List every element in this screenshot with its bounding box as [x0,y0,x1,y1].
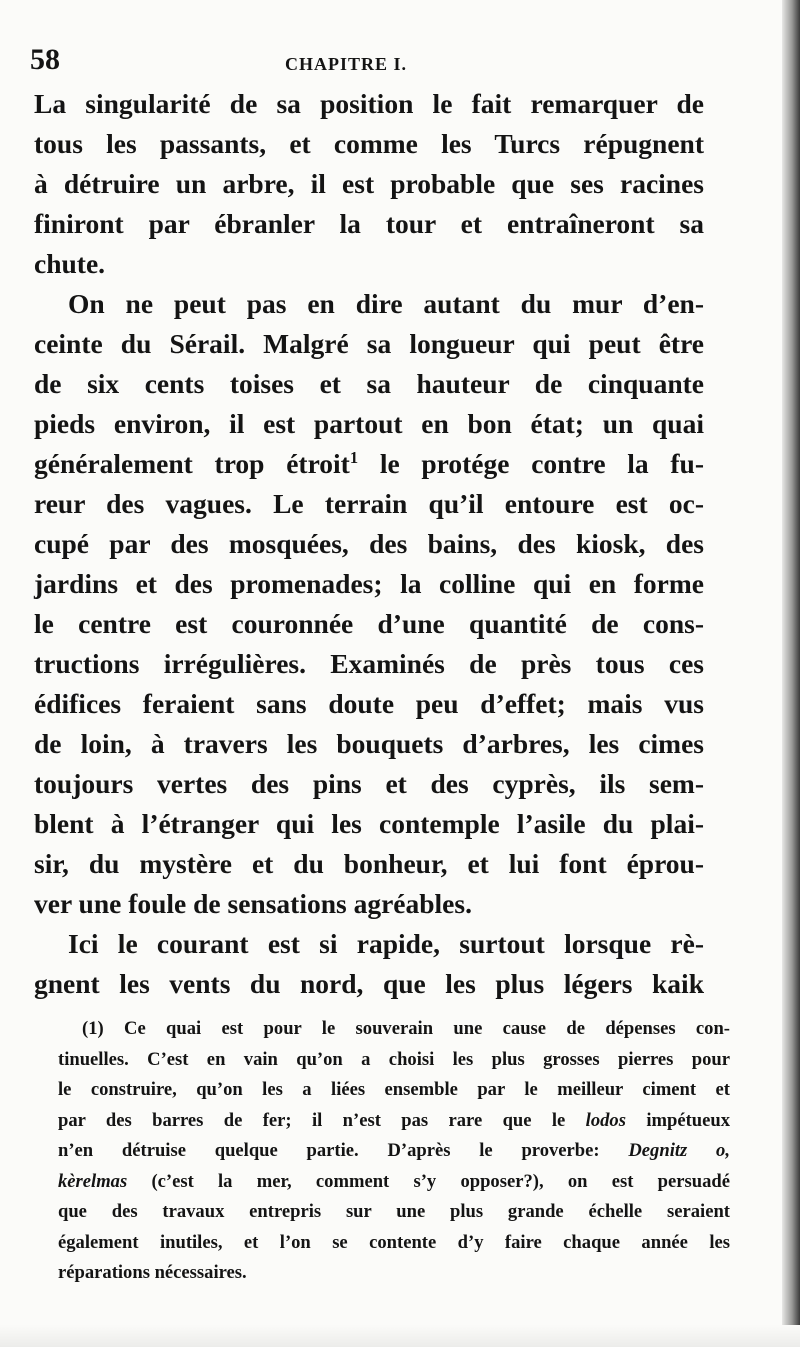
text-line: pieds environ, il est partout en bon état; un quai [34,408,704,439]
text-line: On ne peut pas en dire autant du mur d’en- [68,288,704,319]
text-line: sir, du mystère et du bonheur, et lui font éprou- [34,848,704,879]
footnote-line: que des travaux entrepris sur une plus grande échelle seraient [58,1201,730,1222]
text-line: finiront par ébranler la tour et entraîneront sa [34,208,704,239]
text-line: ver une foule de sensations agréables. [34,888,472,919]
text-line: de loin, à travers les bouquets d’arbres, les cimes [34,728,704,759]
footnote-reference: 1 [349,447,359,467]
page-number: 58 [30,43,60,76]
footnote-line: également inutiles, et l’on se contente d’y faire chaque année les [58,1231,730,1253]
footnote-segment: par des barres de fer; il n’est pas rare que le [58,1109,566,1131]
text-line: toujours vertes des pins et des cyprès, ils sem- [34,768,704,799]
page-edge-shadow [782,0,800,1347]
text-line: édifices feraient sans doute peu d’effet; mais vus [34,688,704,719]
footnote-italic-term: lodos [585,1109,626,1131]
page-bottom-edge [0,1325,800,1347]
footnote-segment: (c’est la mer, comment s’y opposer?), on est persuadé [151,1170,730,1192]
footnote-line [58,1106,730,1137]
footnote-line: réparations nécessaires. [58,1262,247,1283]
footnote-line: tinuelles. C’est en vain qu’on a choisi les plus grosses pierres pour [58,1048,730,1070]
text-line: tructions irrégulières. Examinés de près tous ces [34,648,704,679]
text-line: cupé par des mosquées, des bains, des kiosk, des [34,528,704,559]
text-line: La singularité de sa position le fait remarquer de [34,88,704,119]
text-line: reur des vagues. Le terrain qu’il entoure est oc- [34,488,704,519]
footnote-segment: n’en détruise quelque partie. D’après le proverbe: [58,1140,600,1161]
chapter-title: CHAPITRE I. [285,54,408,74]
text-line: ceinte du Sérail. Malgré sa longueur qui peut être [34,328,704,359]
text-line: tous les passants, et comme les Turcs répugnent [34,128,704,159]
main-text [34,84,704,1004]
footnote-line [58,1136,730,1167]
text-line: de six cents toises et sa hauteur de cinquante [34,368,704,399]
text-line: blent à l’étranger qui les contemple l’asile du plai- [34,808,704,839]
footnote-italic-proverb: kèrelmas [58,1170,128,1192]
text-line-with-footnote-ref [34,444,704,484]
text-segment: le protége contre la fu- [379,448,704,479]
footnote-line: (1) Ce quai est pour le souverain une cause de dépenses con- [82,1018,730,1039]
running-header [30,40,710,80]
text-line: chute. [34,248,106,279]
footnote-line: le construire, qu’on les a liées ensemble par le meilleur ciment et [58,1079,730,1100]
text-line: jardins et des promenades; la colline qui en forme [34,568,704,599]
footnote-italic-proverb: Degnitz o, [628,1140,730,1161]
text-line: à détruire un arbre, il est probable que ses racines [34,168,704,199]
text-line: le centre est couronnée d’une quantité de cons- [34,608,704,639]
text-segment: généralement trop étroit [34,448,350,479]
text-line: Ici le courant est si rapide, surtout lorsque rè- [68,928,704,959]
text-line: gnent les vents du nord, que les plus légers kaik [34,968,704,999]
footnote-line [58,1167,730,1198]
footnote [58,1014,730,1289]
footnote-segment: impétueux [646,1109,731,1131]
